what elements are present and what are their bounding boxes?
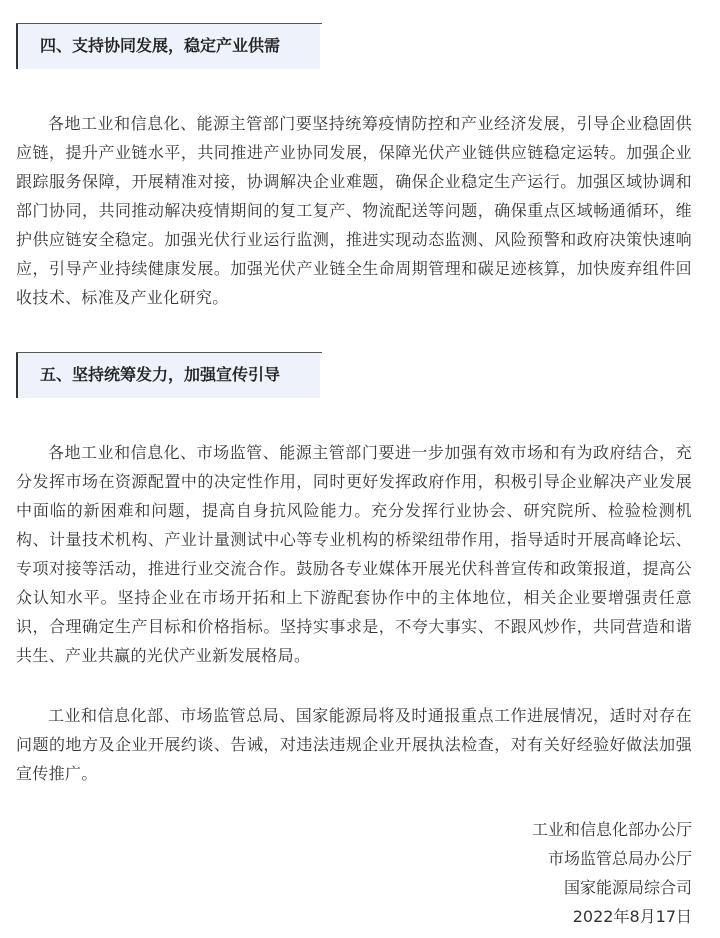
closing-paragraph: 工业和信息化部、市场监管总局、国家能源局将及时通报重点工作进展情况，适时对存在问题的地方及企业开展约谈、告诫，对违法违规企业开展执法检查，对有关好经验好做法加强宣传推广。 — [16, 706, 692, 783]
signature-issuer-samr: 市场监管总局办公厅 — [547, 849, 692, 868]
section-heading-4-title: 四、支持协同发展，稳定产业供需 — [40, 36, 281, 55]
section-heading-5-title: 五、坚持统筹发力，加强宣传引导 — [40, 365, 281, 384]
section-heading-5 — [16, 352, 320, 398]
signature-date: 2022年8月17日 — [572, 907, 692, 926]
section-heading-4 — [16, 23, 320, 69]
section-5-paragraph: 各地工业和信息化、市场监管、能源主管部门要进一步加强有效市场和有为政府结合，充分发挥市场在资源配置中的决定性作用，同时更好发挥政府作用，积极引导企业解决产业发展中面临的新困难和问题，提高自身抗风险能力。充分发挥行业协会、研究院所、检验检测机构、计量技术机构、产业计量测试中心等专业机构的桥梁纽带作用，指导适时开展高峰论坛、专项对接等活动，推进行业交流合作。鼓励各专业媒体开展光伏科普宣传和政策报道，提高公众认知水平。坚持企业在市场开拓和上下游配套协作中的主体地位，相关企业要增强责任意识，合理确定生产目标和价格指标。坚持实事求是，不夸大事实、不跟风炒作，共同营造和谐共生、产业共赢的光伏产业新发展格局。 — [16, 443, 692, 665]
signature-issuer-nea: 国家能源局综合司 — [563, 878, 692, 897]
signature-issuer-miit: 工业和信息化部办公厅 — [531, 820, 692, 839]
section-4-paragraph: 各地工业和信息化、能源主管部门要坚持统筹疫情防控和产业经济发展，引导企业稳固供应链，提升产业链水平，共同推进产业协同发展，保障光伏产业链供应链稳定运转。加强企业跟踪服务保障，开展精准对接，协调解决企业难题，确保企业稳定生产运行。加强区域协调和部门协同，共同推动解决疫情期间的复工复产、物流配送等问题，确保重点区域畅通循环，维护供应链安全稳定。加强光伏行业运行监测，推进实现动态监测、风险预警和政府决策快速响应，引导产业持续健康发展。加强光伏产业链全生命周期管理和碳足迹核算，加快废弃组件回收技术、标准及产业化研究。 — [16, 114, 692, 307]
